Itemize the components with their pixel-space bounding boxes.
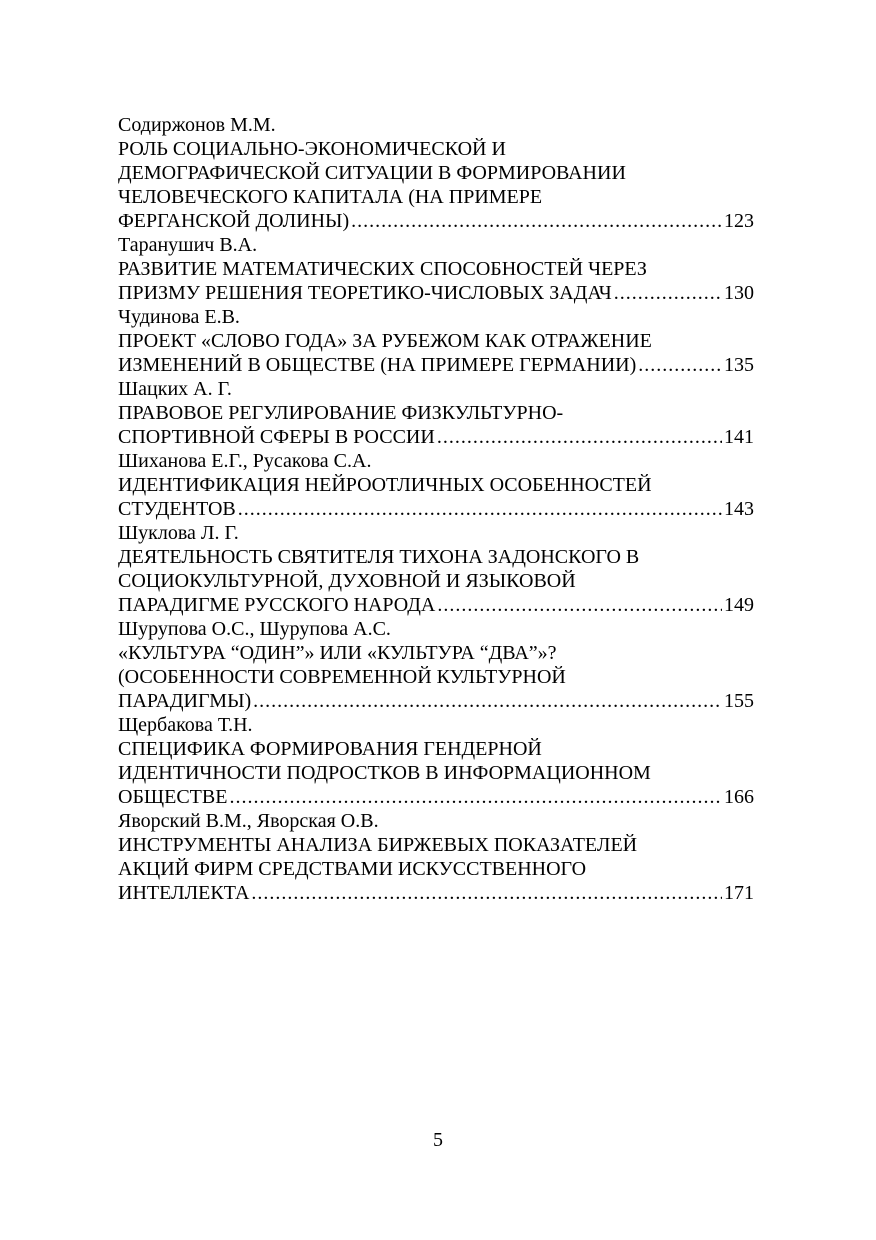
dot-leader (253, 689, 722, 713)
entry-author: Чудинова Е.В. (118, 306, 240, 328)
dot-leader (229, 785, 722, 809)
entry-title-end: ФЕРГАНСКОЙ ДОЛИНЫ) (118, 210, 350, 232)
toc-entry (118, 617, 754, 713)
toc-entry (118, 713, 754, 809)
entry-title-end: ИНТЕЛЛЕКТА (118, 882, 250, 904)
toc-entry (118, 521, 754, 617)
entry-last-line (118, 425, 754, 449)
toc-entry (118, 449, 754, 521)
entry-title-line: ПРОЕКТ «СЛОВО ГОДА» ЗА РУБЕЖОМ КАК ОТРАЖЕНИЕ (118, 330, 652, 352)
entry-author: Шацких А. Г. (118, 378, 232, 400)
toc-entry (118, 305, 754, 377)
entry-title-line: ПРАВОВОЕ РЕГУЛИРОВАНИЕ ФИЗКУЛЬТУРНО- (118, 402, 564, 424)
entry-page-number: 155 (724, 690, 754, 712)
entry-last-line (118, 497, 754, 521)
entry-last-line (118, 353, 754, 377)
entry-page-number: 149 (724, 594, 754, 616)
entry-title-line: ДЕЯТЕЛЬНОСТЬ СВЯТИТЕЛЯ ТИХОНА ЗАДОНСКОГО В (118, 546, 640, 568)
entry-title-line: РОЛЬ СОЦИАЛЬНО-ЭКОНОМИЧЕСКОЙ И (118, 138, 506, 160)
entry-title-end: СТУДЕНТОВ (118, 498, 236, 520)
entry-title-line: «КУЛЬТУРА “ОДИН”» ИЛИ «КУЛЬТУРА “ДВА”»? (118, 642, 557, 664)
entry-title-line: ИДЕНТИЧНОСТИ ПОДРОСТКОВ В ИНФОРМАЦИОННОМ (118, 762, 651, 784)
entry-title-line: ИНСТРУМЕНТЫ АНАЛИЗА БИРЖЕВЫХ ПОКАЗАТЕЛЕЙ (118, 834, 638, 856)
toc-entry (118, 113, 754, 233)
entry-title-line: ИДЕНТИФИКАЦИЯ НЕЙРООТЛИЧНЫХ ОСОБЕННОСТЕЙ (118, 474, 652, 496)
entry-title-end: ПАРАДИГМЕ РУССКОГО НАРОДА (118, 594, 436, 616)
entry-author: Таранушич В.А. (118, 234, 258, 256)
entry-last-line (118, 209, 754, 233)
entry-page-number: 130 (724, 282, 754, 304)
dot-leader (437, 593, 722, 617)
entry-page-number: 166 (724, 786, 754, 808)
table-of-contents (118, 113, 754, 905)
entry-author: Щербакова Т.Н. (118, 714, 253, 736)
entry-title-line: СПЕЦИФИКА ФОРМИРОВАНИЯ ГЕНДЕРНОЙ (118, 738, 542, 760)
page-number: 5 (433, 1129, 443, 1151)
entry-title-line: ЧЕЛОВЕЧЕСКОГО КАПИТАЛА (НА ПРИМЕРЕ (118, 186, 543, 208)
entry-title-line: АКЦИЙ ФИРМ СРЕДСТВАМИ ИСКУССТВЕННОГО (118, 858, 587, 880)
entry-title-end: СПОРТИВНОЙ СФЕРЫ В РОССИИ (118, 426, 435, 448)
entry-page-number: 143 (724, 498, 754, 520)
entry-last-line (118, 281, 754, 305)
entry-title-end: ПРИЗМУ РЕШЕНИЯ ТЕОРЕТИКО-ЧИСЛОВЫХ ЗАДАЧ (118, 282, 612, 304)
entry-last-line (118, 785, 754, 809)
dot-leader (251, 881, 722, 905)
entry-author: Шурупова О.С., Шурупова А.С. (118, 618, 391, 640)
dot-leader (351, 209, 722, 233)
entry-last-line (118, 881, 754, 905)
entry-page-number: 141 (724, 426, 754, 448)
entry-title-line: ДЕМОГРАФИЧЕСКОЙ СИТУАЦИИ В ФОРМИРОВАНИИ (118, 162, 626, 184)
entry-title-line: РАЗВИТИЕ МАТЕМАТИЧЕСКИХ СПОСОБНОСТЕЙ ЧЕРЕЗ (118, 258, 647, 280)
toc-entry (118, 809, 754, 905)
entry-page-number: 135 (724, 354, 754, 376)
entry-page-number: 171 (724, 882, 754, 904)
entry-title-end: ОБЩЕСТВЕ (118, 786, 228, 808)
dot-leader (238, 497, 722, 521)
entry-title-line: СОЦИОКУЛЬТУРНОЙ, ДУХОВНОЙ И ЯЗЫКОВОЙ (118, 570, 576, 592)
entry-last-line (118, 689, 754, 713)
entry-last-line (118, 593, 754, 617)
entry-author: Яворский В.М., Яворская О.В. (118, 810, 379, 832)
toc-entry (118, 233, 754, 305)
toc-entry (118, 377, 754, 449)
entry-title-line: (ОСОБЕННОСТИ СОВРЕМЕННОЙ КУЛЬТУРНОЙ (118, 666, 566, 688)
dot-leader (437, 425, 722, 449)
dot-leader (638, 353, 722, 377)
entry-author: Содиржонов М.М. (118, 114, 276, 136)
entry-author: Шиханова Е.Г., Русакова С.А. (118, 450, 372, 472)
dot-leader (614, 281, 722, 305)
entry-author: Шуклова Л. Г. (118, 522, 239, 544)
entry-page-number: 123 (724, 210, 754, 232)
entry-title-end: ИЗМЕНЕНИЙ В ОБЩЕСТВЕ (НА ПРИМЕРЕ ГЕРМАНИИ) (118, 354, 637, 376)
entry-title-end: ПАРАДИГМЫ) (118, 690, 252, 712)
